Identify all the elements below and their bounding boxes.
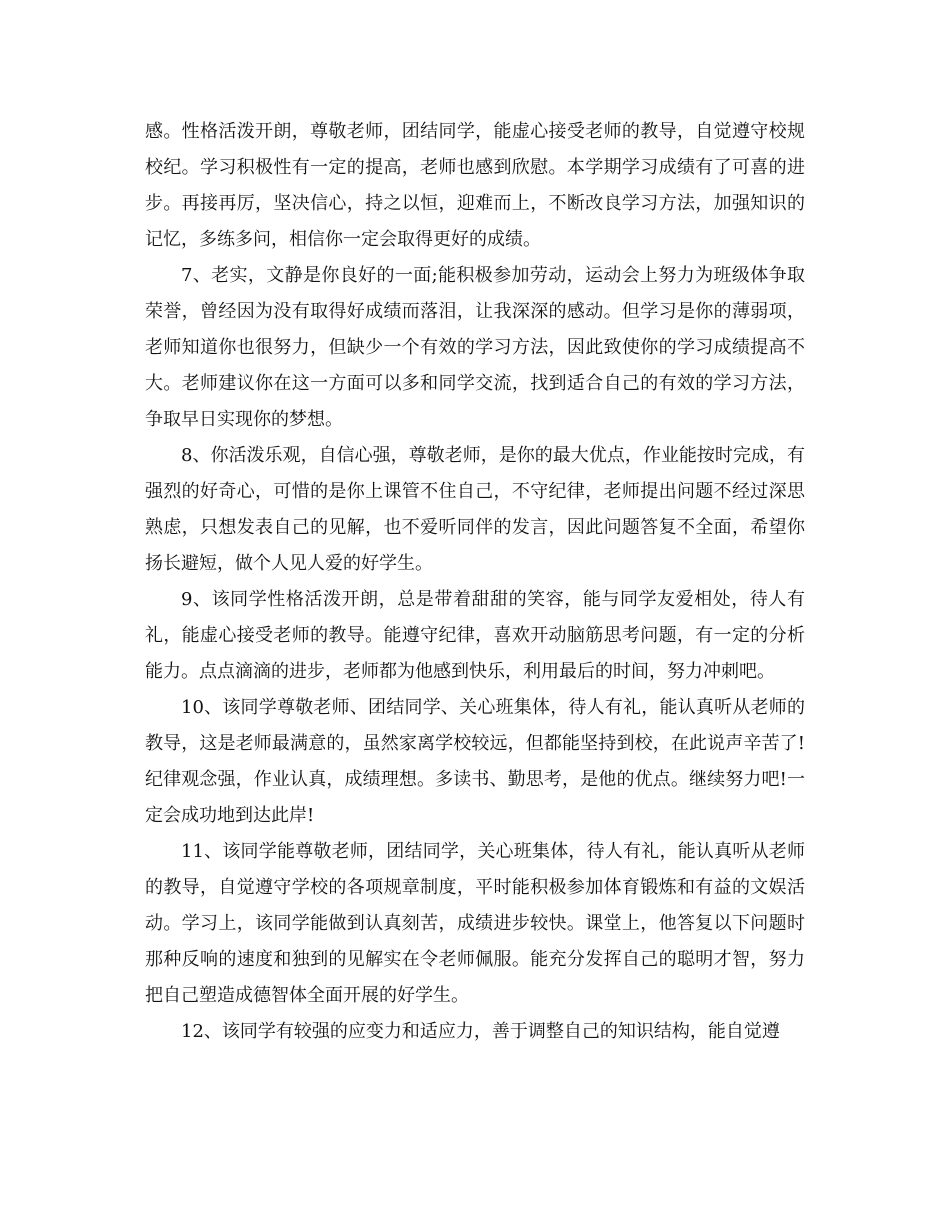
paragraph-comment-11: 11、该同学能尊敬老师，团结同学，关心班集体，待人有礼，能认真听从老师的教导，自觉遵守学校的各项规章制度，平时能积极参加体育锻炼和有益的文娱活动。学习上，该同学能做到认真刻苦，成绩进步较快。课堂上，他答复以下问题时那种反响的速度和独到的见解实在令老师佩服。能充分发挥自己的聪明才智，努力把自己塑造成德智体全面开展的好学生。	[145, 841, 805, 1006]
paragraph-comment-7: 7、老实，文静是你良好的一面;能积极参加劳动，运动会上努力为班级体争取荣誉，曾经因为没有取得好成绩而落泪，让我深深的感动。但学习是你的薄弱项，老师知道你也很努力，但缺少一个有效的学习方法，因此致使你的学习成绩提高不大。老师建议你在这一方面可以多和同学交流，找到适合自己的有效的学习方法，争取早日实现你的梦想。	[145, 265, 805, 430]
paragraph-comment-12: 12、该同学有较强的应变力和适应力，善于调整自己的知识结构，能自觉遵	[181, 1021, 780, 1042]
paragraph-comment-9: 9、该同学性格活泼开朗，总是带着甜甜的笑容，能与同学友爱相处，待人有礼，能虚心接受老师的教导。能遵守纪律，喜欢开动脑筋思考问题，有一定的分析能力。点点滴滴的进步，老师都为他感到快乐，利用最后的时间，努力冲刺吧。	[145, 589, 805, 682]
document-page	[145, 114, 805, 1050]
paragraph-comment-8: 8、你活泼乐观，自信心强，尊敬老师，是你的最大优点，作业能按时完成，有强烈的好奇心，可惜的是你上课管不住自己，不守纪律，老师提出问题不经过深思熟虑，只想发表自己的见解，也不爱听同伴的发言，因此问题答复不全面，希望你扬长避短，做个人见人爱的好学生。	[145, 445, 805, 574]
paragraph-continuation: 感。性格活泼开朗，尊敬老师，团结同学，能虚心接受老师的教导，自觉遵守校规校纪。学习积极性有一定的提高，老师也感到欣慰。本学期学习成绩有了可喜的进步。再接再厉，坚决信心，持之以恒，迎难而上，不断改良学习方法，加强知识的记忆，多练多问，相信你一定会取得更好的成绩。	[145, 121, 805, 250]
paragraph-comment-10: 10、该同学尊敬老师、团结同学、关心班集体，待人有礼，能认真听从老师的教导，这是老师最满意的，虽然家离学校较远，但都能坚持到校，在此说声辛苦了!纪律观念强，作业认真，成绩理想。多读书、勤思考，是他的优点。继续努力吧!一定会成功地到达此岸!	[145, 697, 805, 826]
